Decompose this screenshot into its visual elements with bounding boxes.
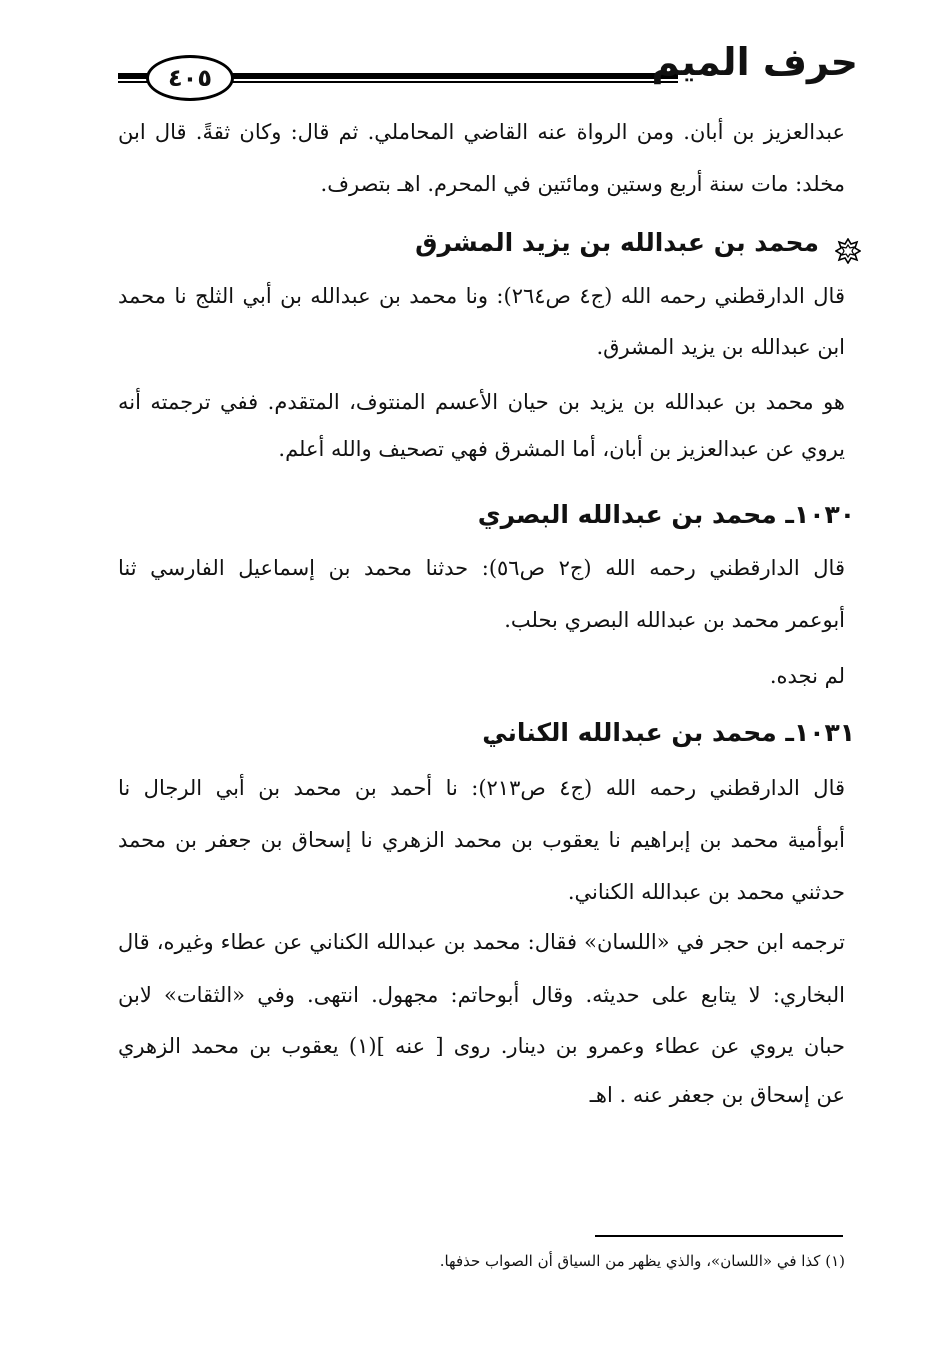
mushriq-line-1: قال الدارقطني رحمه الله (ج٤ ص٢٦٤): ونا محمد بن عبدالله بن أبي الثلج نا محمد bbox=[118, 284, 845, 308]
page-number: ٤٠٥ bbox=[146, 55, 234, 101]
intro-line-2: مخلد: مات سنة أربع وستين ومائتين في المحرم. اهـ بتصرف. bbox=[320, 172, 845, 196]
entry-1030-line-1: قال الدارقطني رحمه الله (ج٢ ص٥٦): حدثنا محمد بن إسماعيل الفارسي ثنا bbox=[118, 556, 845, 580]
chapter-title: حرف الميم bbox=[651, 40, 858, 84]
entry-heading-mushriq: محمد بن عبدالله بن يزيد المشرق bbox=[415, 228, 819, 257]
mushriq-line-4: يروي عن عبدالعزيز بن أبان، أما المشرق فهي تصحيف والله أعلم. bbox=[278, 437, 845, 461]
entry-heading-1031: ١٠٣١ـ محمد بن عبدالله الكناني bbox=[482, 718, 855, 747]
entry-1031-line-4: ترجمه ابن حجر في «اللسان» فقال: محمد بن عبدالله الكناني عن عطاء وغيره، قال bbox=[118, 930, 845, 954]
entry-1031-line-6: حبان يروي عن عطاء وعمرو بن دينار. روى [ عنه ](١) يعقوب بن محمد الزهري bbox=[118, 1034, 846, 1058]
star-ornament-icon bbox=[835, 238, 861, 264]
entry-1031-line-3: حدثني محمد بن عبدالله الكناني. bbox=[567, 880, 845, 904]
footnote-text: (١) كذا في «اللسان»، والذي يظهر من السياق أن الصواب حذفها. bbox=[439, 1252, 845, 1270]
entry-1031-line-2: أبوأمية محمد بن إبراهيم نا يعقوب بن محمد الزهري نا إسحاق بن جعفر بن محمد bbox=[118, 828, 845, 852]
entry-heading-1030: ١٠٣٠ـ محمد بن عبدالله البصري bbox=[477, 500, 855, 529]
mushriq-line-3: هو محمد بن عبدالله بن يزيد بن حيان الأعسم المنتوف، المتقدم. ففي ترجمته أنه bbox=[118, 390, 845, 414]
entry-1031-line-1: قال الدارقطني رحمه الله (ج٤ ص٢١٣): نا أحمد بن محمد بن أبي الرجال نا bbox=[118, 776, 846, 800]
entry-1030-line-3: لم نجده. bbox=[769, 664, 845, 688]
page-header bbox=[118, 40, 858, 100]
intro-line-1: عبدالعزيز بن أبان. ومن الرواة عنه القاضي المحاملي. ثم قال: وكان ثقةً. قال ابن bbox=[118, 120, 845, 144]
entry-1031-line-7: عن إسحاق بن جعفر عنه . اهـ bbox=[589, 1083, 845, 1107]
mushriq-line-2: ابن عبدالله بن يزيد المشرق. bbox=[596, 335, 845, 359]
footnote-rule bbox=[595, 1235, 843, 1237]
entry-1031-line-5: البخاري: لا يتابع على حديثه. وقال أبوحاتم: مجهول. انتهى. وفي «الثقات» لابن bbox=[118, 983, 845, 1007]
entry-1030-line-2: أبوعمر محمد بن عبدالله البصري بحلب. bbox=[504, 608, 845, 632]
